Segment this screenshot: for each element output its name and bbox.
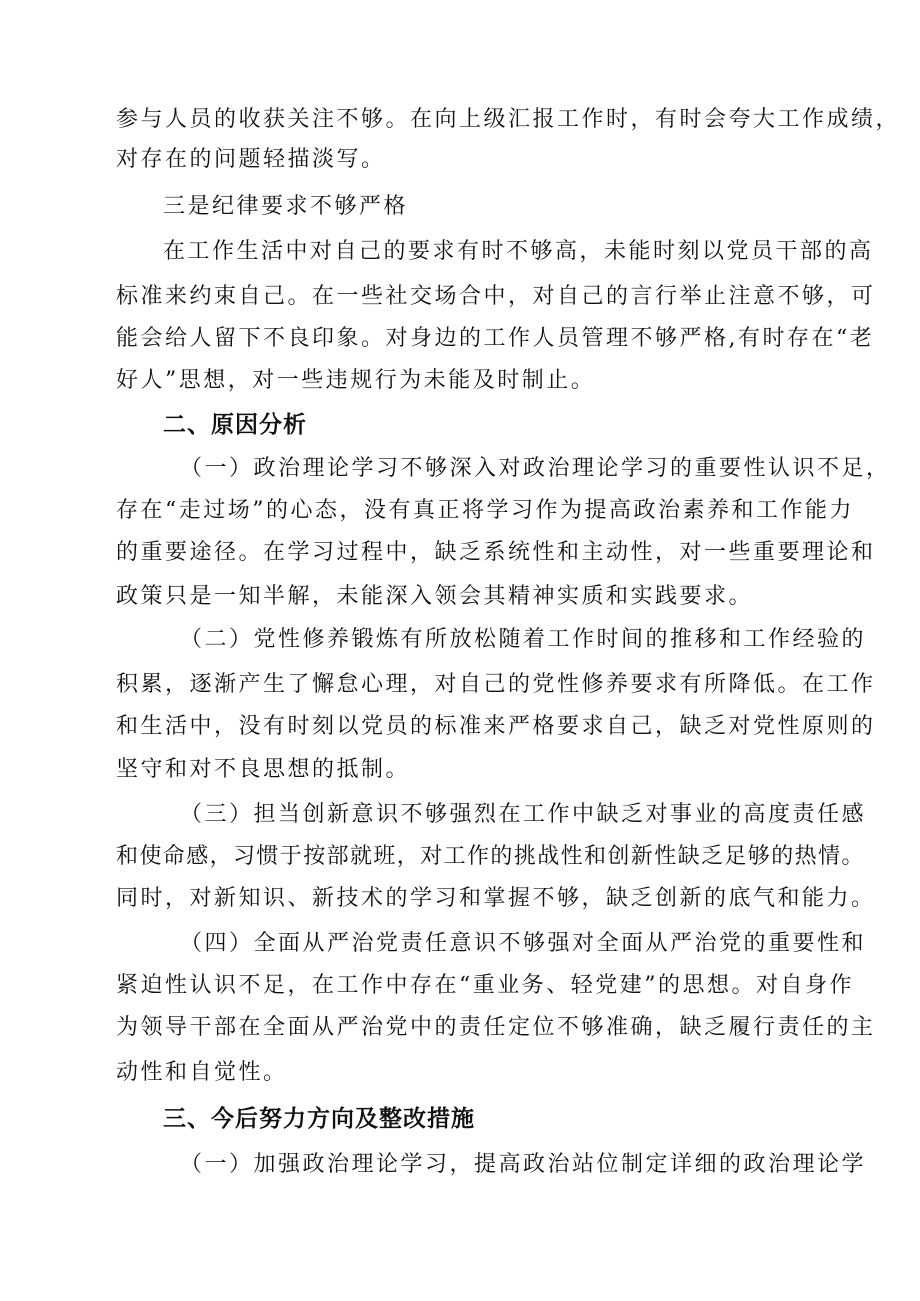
paragraph-line: 动性和自觉性。 xyxy=(116,1060,288,1085)
paragraph-line: 标准来约束自己。在一些社交场合中，对自己的言行举止注意不够，可 xyxy=(116,284,876,309)
paragraph-line: 在工作生活中对自己的要求有时不够高，未能时刻以党员干部的高 xyxy=(163,239,874,264)
paragraph-line: （一）加强政治理论学习，提高政治站位制定详细的政治理论学 xyxy=(180,1152,867,1177)
paragraph-line: 对存在的问题轻描淡写。 xyxy=(116,147,386,172)
paragraph-line: （四）全面从严治党责任意识不够强对全面从严治党的重要性和 xyxy=(180,931,867,956)
paragraph-line: 能会给人留下不良印象。对身边的工作人员管理不够严格,有时存在“老 xyxy=(116,326,875,351)
section-heading: 三、今后努力方向及整改措施 xyxy=(163,1106,475,1132)
paragraph-line: 为领导干部在全面从严治党中的责任定位不够准确，缺乏履行责任的主 xyxy=(116,1015,876,1040)
paragraph-line: （三）担当创新意识不够强烈在工作中缺乏对事业的高度责任感 xyxy=(180,802,867,827)
paragraph-line: 好人”思想，对一些违规行为未能及时制止。 xyxy=(116,368,596,393)
paragraph-line: 坚守和对不良思想的抵制。 xyxy=(116,757,411,782)
paragraph-line: 积累，逐渐产生了懈怠心理，对自己的党性修养要求有所降低。在工作 xyxy=(116,672,876,697)
paragraph-line: 紧迫性认识不足，在工作中存在“重业务、轻党建”的思想。对自身作 xyxy=(116,973,854,998)
paragraph-line: （一）政治理论学习不够深入对政治理论学习的重要性认识不足， xyxy=(180,456,891,481)
paragraph-line: 的重要途径。在学习过程中，缺乏系统性和主动性，对一些重要理论和 xyxy=(116,540,876,565)
paragraph-line: 参与人员的收获关注不够。在向上级汇报工作时，有时会夸大工作成绩， xyxy=(116,107,901,132)
paragraph-line: 和使命感，习惯于按部就班，对工作的挑战性和创新性缺乏足够的热情。 xyxy=(116,844,865,869)
paragraph-line: 政策只是一知半解，未能深入领会其精神实质和实践要求。 xyxy=(116,584,754,609)
paragraph-line: 同时，对新知识、新技术的学习和掌握不够，缺乏创新的底气和能力。 xyxy=(116,886,876,911)
paragraph-line: （二）党性修养锻炼有所放松随着工作时间的推移和工作经验的 xyxy=(180,627,867,652)
paragraph-line: 和生活中，没有时刻以党员的标准来严格要求自己，缺乏对党性原则的 xyxy=(116,714,876,739)
section-subtitle: 三是纪律要求不够严格 xyxy=(163,194,409,219)
paragraph-line: 存在“走过场”的心态，没有真正将学习作为提高政治素养和工作能力 xyxy=(116,498,854,523)
section-heading: 二、原因分析 xyxy=(163,412,307,438)
